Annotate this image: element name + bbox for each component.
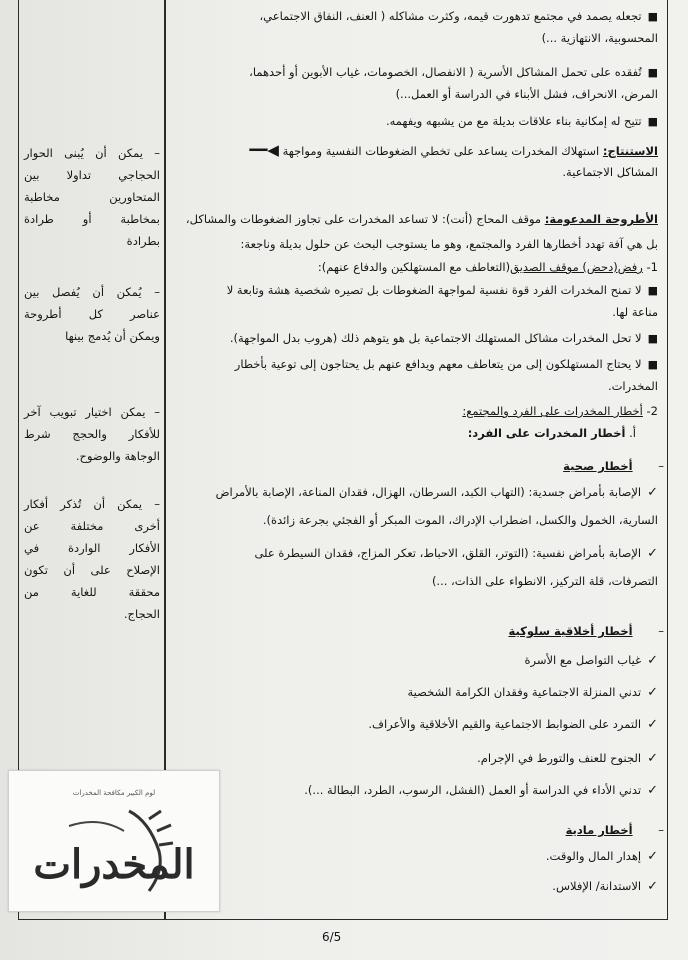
- checkmark-icon: ✓: [647, 783, 658, 798]
- text-line: – أخطار أخلاقية سلوكية: [508, 624, 664, 638]
- checkmark-icon: ✓: [647, 751, 658, 766]
- anti-drug-logo-thumbnail: [8, 770, 220, 912]
- bullet-square-icon: ■: [647, 10, 658, 23]
- note-line: الأفكار الواردة في: [24, 541, 160, 555]
- text-line: ✓تدني الأداء في الدراسة أو العمل (الفشل، الرسوب، الطرد، البطالة ...).: [304, 783, 658, 798]
- checkmark-icon: ✓: [647, 546, 658, 561]
- arrow-left-icon: ◀━━: [249, 141, 279, 159]
- bullet-square-icon: ■: [647, 332, 658, 345]
- page-number: 6/5: [322, 930, 342, 944]
- checkmark-icon: ✓: [647, 653, 658, 668]
- thumbnail-caption: لوم الكبير مكافحة المخدرات: [72, 789, 156, 797]
- text-line: مناعة لها.: [612, 305, 658, 319]
- note-line: – يمكن أن يُبنى الحوار: [24, 146, 160, 160]
- bullet-square-icon: ■: [647, 66, 658, 79]
- text-line: – أخطار مادية: [565, 823, 664, 837]
- note-line: أخرى مختلفة عن: [24, 519, 160, 533]
- text-line: ■تجعله يصمد في مجتمع تدهورت قيمه، وكثرت مشاكله ( العنف، النفاق الاجتماعي،: [259, 9, 658, 23]
- text-line: السارية، الخمول والكسل، اضطراب الإدراك، الموت المبكر أو الفجئي بجرعة زائدة).: [262, 513, 658, 527]
- note-line: الإصلاح على أن تكون: [24, 563, 160, 577]
- note-line: بمخاطبة أو طرادة: [24, 212, 160, 226]
- text-line: ✓الإصابة بأمراض جسدية: (التهاب الكبد، السرطان، الهزال، فقدان المناعة، الإصابة بالأمراض: [215, 485, 658, 500]
- text-line: ✓التمرد على الضوابط الاجتماعية والقيم الأخلاقية والأعراف.: [368, 717, 658, 732]
- text-line: ■تتيح له إمكانية بناء علاقات بديلة مع من يشبهه ويفهمه.: [385, 114, 658, 128]
- note-line: الوجاهة والوضوح.: [75, 449, 160, 463]
- note-line: – يُمكن أن يُفصل بين: [24, 285, 160, 299]
- text-line: الأطروحة المدعومة: موقف المحاج (أنت): لا تساعد المخدرات على تجاوز الضغوطات والمشاكل،: [185, 212, 658, 226]
- note-line: – يمكن اختيار تبويب آخر: [24, 405, 160, 419]
- text-line: ✓الاستدانة/ الإفلاس.: [552, 879, 658, 894]
- checkmark-icon: ✓: [647, 717, 658, 732]
- text-line: 2- أخطار المخدرات على الفرد والمجتمع:: [462, 404, 658, 418]
- bullet-square-icon: ■: [647, 115, 658, 128]
- text-line: – أخطار صحية: [563, 459, 664, 473]
- note-line: محققة للغاية من: [24, 585, 160, 599]
- text-line: الاستنتاج: استهلاك المخدرات يساعد على تخطي الضغوطات النفسية ومواجهة ◀━━: [249, 141, 658, 159]
- note-line: ويمكن أن يُدمج بينها: [65, 329, 160, 343]
- note-line: الحجاجي تداولا بين: [24, 168, 160, 182]
- text-line: التصرفات، قلة التركيز، الانطواء على الذات، ...): [431, 574, 658, 588]
- text-line: أ. أخطار المخدرات على الفرد:: [467, 426, 636, 440]
- text-line: ✓الإصابة بأمراض نفسية: (التوتر، القلق، الاحباط، تعكر المزاج، فقدان السيطرة على: [254, 546, 658, 561]
- bullet-square-icon: ■: [647, 358, 658, 371]
- checkmark-icon: ✓: [647, 485, 658, 500]
- text-line: ■لا تمنح المخدرات الفرد قوة نفسية لمواجهة الضغوطات بل تصيره شخصية هشة وتابعة لا: [226, 283, 658, 297]
- text-line: ✓غياب التواصل مع الأسرة: [524, 653, 658, 668]
- text-line: المشاكل الاجتماعية.: [562, 165, 658, 179]
- note-line: عناصر كل أطروحة: [24, 307, 160, 321]
- text-line: ✓تدني المنزلة الاجتماعية وفقدان الكرامة الشخصية: [407, 685, 658, 700]
- note-line: المتحاورين مخاطبة: [24, 190, 160, 204]
- main-column: [170, 0, 664, 920]
- checkmark-icon: ✓: [647, 685, 658, 700]
- bullet-square-icon: ■: [647, 284, 658, 297]
- text-line: المرض، الانحراف، فشل الأبناء في الدراسة أو العمل...): [395, 87, 658, 101]
- note-line: – يمكن أن تُذكر أفكار: [24, 497, 160, 511]
- note-line: للأفكار والحجج شرط: [24, 427, 160, 441]
- text-line: ■تُفقده على تحمل المشاكل الأسرية ( الانفصال، الخصومات، غياب الأبوين أو أحدهما،: [249, 65, 658, 79]
- text-line: ■لا تحل المخدرات مشاكل المستهلك الاجتماعية بل هو يتوهم ذلك (هروب بدل المواجهة).: [229, 331, 658, 345]
- text-line: المخدرات.: [607, 379, 658, 393]
- note-line: الحجاج.: [123, 607, 160, 621]
- text-line: ■لا يحتاج المستهلكون إلى من يتعاطف معهم ويدافع عنهم بل يحتاجون إلى توعية بأخطار: [234, 357, 658, 371]
- note-line: بطرادة: [126, 234, 160, 248]
- text-line: 1- رفض(دحض) موقف الصديق(التعاطف مع المستهلكين والدفاع عنهم):: [317, 260, 658, 274]
- checkmark-icon: ✓: [647, 849, 658, 864]
- text-line: ✓الجنوح للعنف والتورط في الإجرام.: [477, 751, 658, 766]
- checkmark-icon: ✓: [647, 879, 658, 894]
- text-line: المحسوبية، الانتهازية ...): [541, 31, 658, 45]
- logo-text: المخدرات: [33, 841, 195, 888]
- text-line: ✓إهدار المال والوقت.: [545, 849, 658, 864]
- text-line: بل هي آفة تهدد أخطارها الفرد والمجتمع، وهو ما يستوجب البحث عن حلول بديلة وناجعة:: [240, 237, 658, 251]
